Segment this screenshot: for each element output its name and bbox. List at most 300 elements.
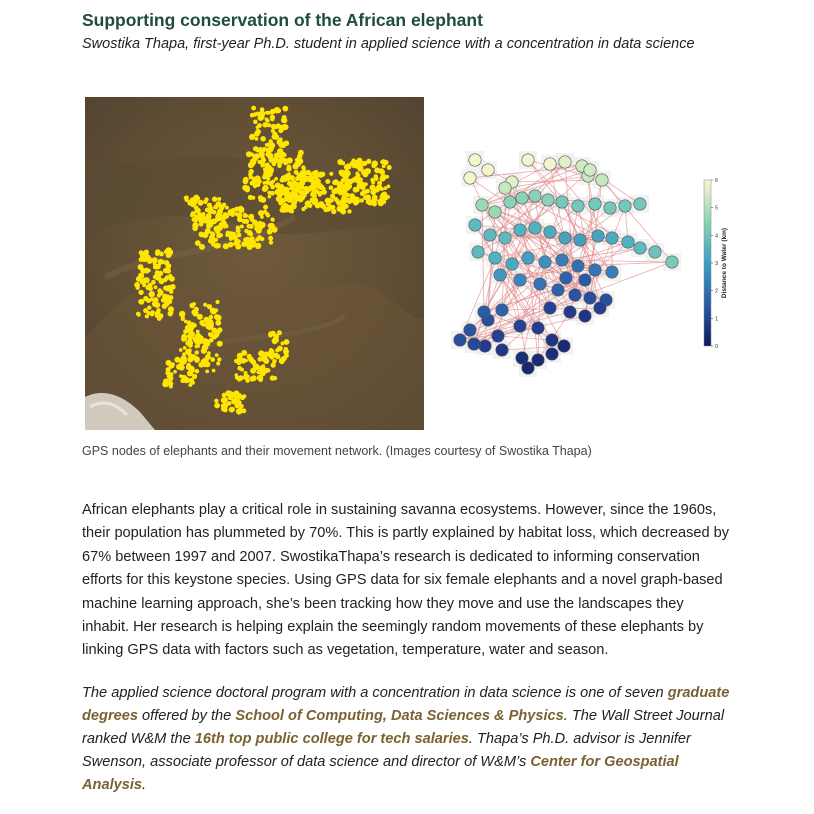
gps-point <box>156 308 161 313</box>
network-node <box>559 156 571 168</box>
gps-point <box>284 141 289 146</box>
gps-point <box>211 308 217 314</box>
network-node <box>468 338 480 350</box>
gps-point <box>198 200 204 206</box>
gps-point <box>179 374 183 378</box>
gps-point <box>255 155 259 159</box>
gps-point <box>171 362 175 366</box>
gps-point <box>280 200 284 204</box>
gps-point <box>284 339 290 345</box>
network-node <box>634 198 646 210</box>
gps-point <box>212 197 217 202</box>
gps-point <box>254 222 259 227</box>
movement-network-diagram <box>440 140 740 380</box>
network-node <box>489 206 501 218</box>
gps-point <box>297 154 302 159</box>
gps-point <box>136 312 141 317</box>
gps-point <box>266 177 270 181</box>
gps-point <box>205 370 209 374</box>
gps-point <box>155 313 160 318</box>
gps-point <box>320 172 325 177</box>
network-node <box>504 196 516 208</box>
gps-point <box>166 360 172 366</box>
image-caption: GPS nodes of elephants and their movement network. (Images courtesy of Swostika Thapa) <box>82 444 592 458</box>
gps-point <box>176 364 182 370</box>
gps-point <box>260 163 264 167</box>
gps-point <box>251 375 257 381</box>
gps-point <box>164 301 169 306</box>
network-node <box>514 274 526 286</box>
gps-point <box>237 353 243 359</box>
gps-point <box>267 351 272 356</box>
network-node <box>544 158 556 170</box>
network-node <box>634 242 646 254</box>
gps-point <box>262 181 266 185</box>
gps-point <box>270 185 275 190</box>
gps-point <box>302 168 306 172</box>
gps-point <box>193 226 197 230</box>
gps-point <box>231 213 235 217</box>
network-node <box>552 284 564 296</box>
gps-point <box>146 257 151 262</box>
gps-point <box>286 166 291 171</box>
gps-point <box>244 219 249 224</box>
gps-point <box>330 194 335 199</box>
gps-point <box>343 199 347 203</box>
gps-point <box>360 191 365 196</box>
network-node <box>522 154 534 166</box>
gps-point <box>380 187 384 191</box>
gps-point <box>166 263 172 269</box>
gps-point <box>198 219 203 224</box>
gps-point <box>265 111 269 115</box>
network-node <box>572 260 584 272</box>
network-node <box>584 292 596 304</box>
gps-point <box>207 326 211 330</box>
gps-point <box>382 200 387 205</box>
gps-point <box>227 401 232 406</box>
center-for-geospatial-analysis-link[interactable]: Center for Geospatial Analysis <box>82 754 679 793</box>
colorbar-ticks <box>711 178 718 350</box>
gps-point <box>196 330 200 334</box>
network-node <box>499 232 511 244</box>
gps-point <box>249 236 254 241</box>
network-node <box>522 252 534 264</box>
gps-point <box>259 147 263 151</box>
network-node <box>532 354 544 366</box>
gps-point <box>154 285 158 289</box>
gps-point <box>222 393 227 398</box>
gps-point <box>297 189 302 194</box>
gps-point <box>138 273 144 279</box>
gps-point <box>183 346 187 350</box>
gps-point <box>169 289 174 294</box>
gps-point <box>155 249 161 255</box>
network-node <box>666 256 678 268</box>
gps-point <box>387 185 391 189</box>
network-node <box>469 154 481 166</box>
gps-point <box>215 300 219 304</box>
tech-salaries-link[interactable]: 16th top public college for tech salaries <box>194 731 469 747</box>
note-text-4: . Thapa’s Ph.D. advisor is Jennifer Swenson, associate professor of data science and director of W&M’s <box>82 731 691 770</box>
gps-point <box>237 207 242 212</box>
network-node <box>534 278 546 290</box>
gps-point <box>377 199 382 204</box>
gps-point <box>347 209 351 213</box>
network-node <box>496 304 508 316</box>
gps-point <box>184 377 189 382</box>
gps-point <box>259 222 265 228</box>
gps-point <box>189 303 195 309</box>
network-node <box>619 200 631 212</box>
network-node <box>514 320 526 332</box>
gps-point <box>274 338 279 343</box>
network-node <box>454 334 466 346</box>
gps-point <box>199 244 205 250</box>
network-node <box>522 362 534 374</box>
network-node <box>494 269 506 281</box>
network-node <box>539 256 551 268</box>
network-node <box>559 232 571 244</box>
network-node <box>529 222 541 234</box>
gps-point <box>179 348 183 352</box>
gps-point <box>231 392 237 398</box>
gps-point <box>295 176 300 181</box>
gps-point <box>365 194 371 200</box>
gps-point <box>170 284 176 290</box>
gps-point <box>273 109 277 113</box>
network-node <box>558 340 570 352</box>
note-text-5: . <box>142 777 147 793</box>
gps-point <box>206 223 211 228</box>
gps-point <box>258 350 264 356</box>
gps-point <box>186 364 192 370</box>
network-node <box>649 246 661 258</box>
gps-point <box>162 294 168 300</box>
network-node <box>464 324 476 336</box>
gps-point <box>281 341 285 345</box>
gps-point <box>352 159 356 163</box>
colorbar <box>704 180 711 346</box>
gps-point <box>214 403 220 409</box>
gps-point <box>207 319 213 325</box>
gps-point <box>187 357 193 363</box>
school-of-computing-link[interactable]: School of Computing, Data Sciences & Physics <box>235 708 564 724</box>
gps-point <box>310 176 315 181</box>
gps-point <box>222 214 227 219</box>
gps-point <box>247 230 253 236</box>
gps-point <box>192 217 197 222</box>
gps-point <box>242 185 248 191</box>
gps-point <box>215 218 220 223</box>
gps-point <box>270 117 274 121</box>
gps-point <box>335 198 340 203</box>
network-node <box>472 246 484 258</box>
gps-point <box>271 218 275 222</box>
gps-point <box>370 184 375 189</box>
gps-point <box>248 162 254 168</box>
network-node <box>482 164 494 176</box>
gps-point <box>234 359 238 363</box>
gps-point <box>207 304 212 309</box>
gps-point <box>386 195 390 199</box>
network-node <box>516 192 528 204</box>
gps-point <box>213 205 218 210</box>
gps-point <box>315 189 320 194</box>
gps-point <box>208 332 212 336</box>
gps-point <box>380 176 386 182</box>
gps-point <box>188 341 193 346</box>
network-node <box>572 200 584 212</box>
gps-point <box>188 325 194 331</box>
gps-point <box>238 216 242 220</box>
gps-point <box>201 348 207 354</box>
gps-point <box>174 357 180 363</box>
article-title: Supporting conservation of the African elephant <box>82 10 483 30</box>
gps-point <box>151 280 156 285</box>
gps-point <box>168 311 172 315</box>
gps-point <box>268 236 273 241</box>
network-node <box>574 234 586 246</box>
gps-point <box>264 163 269 168</box>
gps-point <box>332 181 336 185</box>
gps-point <box>268 195 272 199</box>
network-node <box>546 334 558 346</box>
gps-point <box>181 317 185 321</box>
gps-point <box>184 196 188 200</box>
gps-point <box>195 369 200 374</box>
gps-point <box>268 229 272 233</box>
graduate-degrees-link[interactable]: graduate degrees <box>82 685 730 724</box>
gps-point <box>247 152 252 157</box>
gps-point <box>223 243 229 249</box>
gps-point <box>189 201 193 205</box>
gps-point <box>357 158 363 164</box>
gps-point <box>166 367 171 372</box>
gps-point <box>301 177 307 183</box>
network-node <box>476 199 488 211</box>
gps-point <box>192 310 198 316</box>
gps-point <box>288 199 292 203</box>
gps-point <box>138 290 143 295</box>
program-note <box>82 682 732 797</box>
gps-point <box>184 320 188 324</box>
gps-point <box>273 376 277 380</box>
gps-point <box>217 197 221 201</box>
gps-point <box>208 206 213 211</box>
gps-point <box>296 173 300 177</box>
gps-point <box>382 164 386 168</box>
network-node <box>560 272 572 284</box>
network-node <box>478 306 490 318</box>
gps-point <box>249 134 255 140</box>
gps-point <box>143 296 148 301</box>
gps-point <box>381 192 386 197</box>
gps-point <box>167 251 172 256</box>
gps-point <box>212 369 216 373</box>
gps-point <box>353 176 359 182</box>
colorbar-tick-label: 1 <box>715 316 719 323</box>
gps-point <box>338 181 343 186</box>
gps-point <box>211 243 215 247</box>
network-node <box>604 202 616 214</box>
network-node <box>542 194 554 206</box>
colorbar-label: Distance to Water (km) <box>721 227 728 299</box>
network-node <box>496 344 508 356</box>
gps-point <box>267 153 273 159</box>
note-text-2: offered by the <box>137 708 236 724</box>
colorbar-tick-label: 2 <box>715 288 719 295</box>
gps-point <box>305 170 310 175</box>
gps-point <box>272 162 277 167</box>
gps-point <box>214 238 218 242</box>
colorbar-tick-label: 4 <box>715 233 719 240</box>
gps-point <box>294 162 299 167</box>
gps-point <box>280 178 285 183</box>
gps-point <box>149 291 155 297</box>
gps-point <box>267 123 271 127</box>
gps-point <box>240 225 244 229</box>
gps-point <box>245 379 249 383</box>
satellite-gps-image <box>85 97 424 430</box>
gps-point <box>269 145 275 151</box>
gps-point <box>255 129 261 135</box>
gps-point <box>222 203 226 207</box>
gps-point <box>215 243 221 249</box>
gps-point <box>249 175 253 179</box>
gps-point <box>239 404 244 409</box>
gps-point <box>252 179 257 184</box>
gps-point <box>352 164 356 168</box>
gps-point <box>212 334 217 339</box>
network-node <box>564 306 576 318</box>
gps-point <box>269 224 274 229</box>
network-node <box>579 274 591 286</box>
gps-point <box>269 240 273 244</box>
gps-point <box>236 225 241 230</box>
gps-point <box>274 353 279 358</box>
gps-point <box>376 185 380 189</box>
gps-point <box>134 282 140 288</box>
gps-point <box>322 187 326 191</box>
gps-point <box>260 107 265 112</box>
gps-point <box>207 351 211 355</box>
gps-point <box>147 306 151 310</box>
gps-point <box>265 369 269 373</box>
gps-point <box>237 233 242 238</box>
gps-point <box>195 350 199 354</box>
gps-point <box>325 179 330 184</box>
gps-point <box>243 179 249 185</box>
gps-point <box>263 168 267 172</box>
gps-point <box>289 186 293 190</box>
gps-point <box>284 192 289 197</box>
gps-point <box>387 165 392 170</box>
gps-point <box>162 381 168 387</box>
gps-point <box>211 232 216 237</box>
gps-point <box>281 356 287 362</box>
gps-point <box>258 210 264 216</box>
network-node <box>584 164 596 176</box>
gps-point <box>255 243 261 249</box>
colorbar-tick-label: 3 <box>715 261 719 267</box>
gps-point <box>243 213 247 217</box>
gps-point <box>278 128 283 133</box>
note-text-3: . The Wall Street Journal ranked W&M the <box>82 708 725 747</box>
gps-point <box>374 174 379 179</box>
gps-point <box>235 373 239 377</box>
gps-point <box>189 331 195 337</box>
gps-point <box>260 197 266 203</box>
gps-point <box>355 188 359 192</box>
gps-point <box>257 123 262 128</box>
gps-point <box>215 353 219 357</box>
gps-point <box>248 214 254 220</box>
gps-point <box>282 115 287 120</box>
gps-point <box>268 191 272 195</box>
network-node <box>469 219 481 231</box>
gps-point <box>262 175 266 179</box>
gps-point <box>287 172 291 176</box>
gps-point <box>265 117 269 121</box>
network-node <box>546 348 558 360</box>
gps-point <box>344 164 350 170</box>
gps-point <box>229 407 235 413</box>
gps-point <box>363 172 369 178</box>
gps-point <box>342 194 346 198</box>
article-body: African elephants play a critical role in sustaining savanna ecosystems. However, since the 1960s, their population has plummeted by 70%. This is partly explained by habitat loss, which decreased by 67% between 1997 and 2007. SwostikaThapa’s research is dedicated to informing conservation efforts for this keystone species. Using GPS data for six female elephants and a novel graph-based machine learning approach, she’s been tracking how they move and use the landscapes they inhabit. Her research is helping explain the seemingly random movements of these elephants by linking GPS data with factors such as vegetation, temperature, water and season. <box>82 502 730 659</box>
gps-point <box>334 189 339 194</box>
gps-point <box>310 192 314 196</box>
gps-point <box>331 209 336 214</box>
gps-point <box>270 167 274 171</box>
gps-point <box>274 177 278 181</box>
gps-point <box>293 200 297 204</box>
network-node <box>594 302 606 314</box>
gps-point <box>144 277 150 283</box>
gps-point <box>219 233 223 237</box>
gps-point <box>353 199 358 204</box>
gps-point <box>221 397 227 403</box>
gps-point <box>272 359 277 364</box>
gps-point <box>329 185 334 190</box>
gps-point <box>253 363 259 369</box>
gps-point <box>315 202 321 208</box>
gps-point <box>192 374 197 379</box>
gps-point <box>237 409 242 414</box>
gps-point <box>372 160 378 166</box>
gps-point <box>259 151 264 156</box>
network-node <box>514 224 526 236</box>
network-node <box>464 172 476 184</box>
gps-point <box>330 199 334 203</box>
gps-point <box>150 310 155 315</box>
gps-point <box>261 364 265 368</box>
gps-point <box>282 204 287 209</box>
gps-point <box>194 205 199 210</box>
gps-point <box>181 337 185 341</box>
gps-point <box>258 377 263 382</box>
gps-point <box>142 283 146 287</box>
gps-point <box>173 370 177 374</box>
gps-point <box>216 361 220 365</box>
gps-point <box>200 233 204 237</box>
gps-point <box>153 275 158 280</box>
gps-point <box>255 137 259 141</box>
gps-point <box>347 199 352 204</box>
gps-point <box>265 212 269 216</box>
network-node <box>544 226 556 238</box>
